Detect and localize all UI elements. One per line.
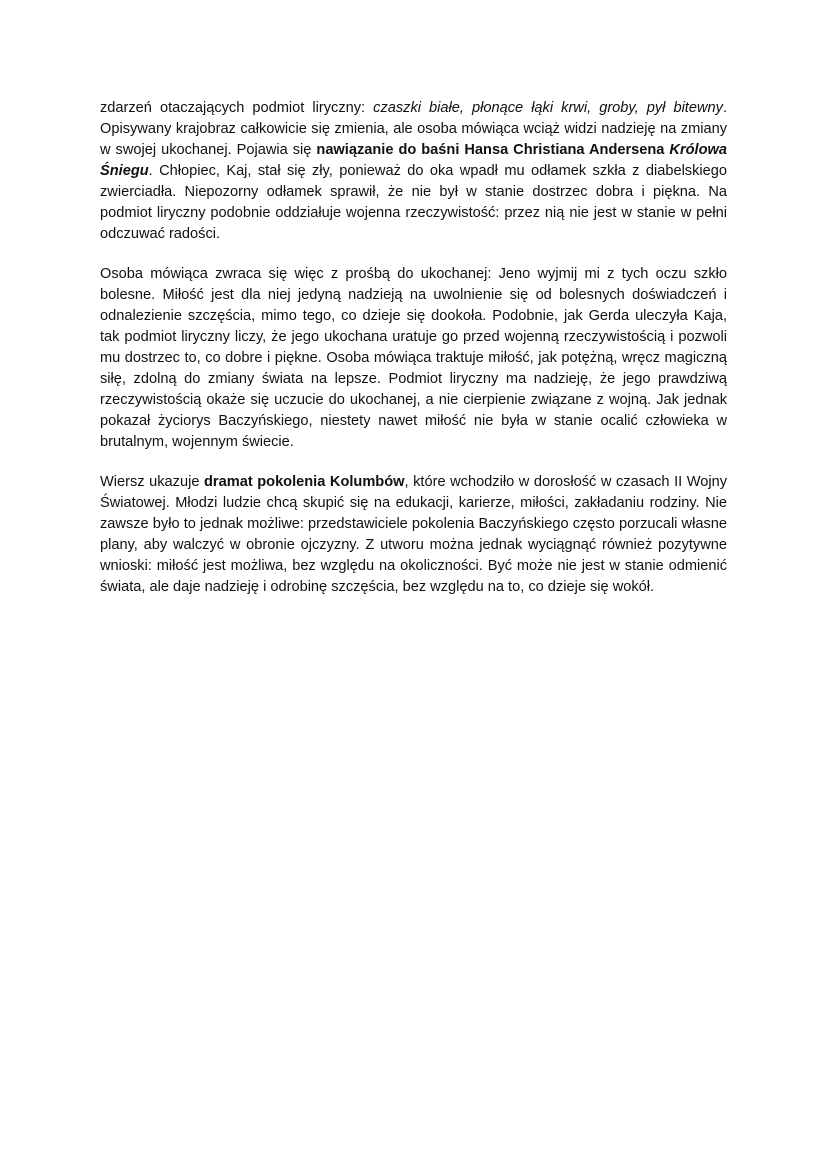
text-segment: , które wchodziło w dorosłość w czasach II Wojny Światowej. Młodzi ludzie chcą skupić się na edukacji, karierze, miłości, zakładaniu rodziny. Nie zawsze było to jednak możliwe: przedstawiciele pokolenia Baczyńskiego często porzucali własne plany, aby walczyć w obronie ojczyzny. Z utworu można jednak wyciągnąć również pozytywne wnioski: miłość jest możliwa, bez względu na okoliczności. Być może nie jest w stanie odmienić świata, ale daje nadzieję i odrobinę szczęścia, bez względu na to, co dzieje się wokół. xyxy=(100,474,728,595)
italic-quote: czaszki białe, płonące łąki krwi, groby, pył bitewny xyxy=(373,100,723,116)
text-segment: Osoba mówiąca zwraca się więc z prośbą do ukochanej: Jeno wyjmij mi z tych oczu szkło bolesne. Miłość jest dla niej jedyną nadzieją na uwolnienie się od bolesnych doświadczeń i odnalezienie szczęścia, mimo tego, co dzieje się dookoła. Podobnie, jak Gerda uleczyła Kaja, tak podmiot liryczny liczy, że jego ukochana uratuje go przed wojenną rzeczywistością i pozwoli mu dostrzec to, co dobre i piękne. Osoba mówiąca traktuje miłość, jak potężną, wręcz magiczną siłę, zdolną do zmiany świata na lepsze. Podmiot liryczny ma nadzieję, że jego prawdziwą rzeczywistością okaże się uczucie do ukochanej, a nie cierpienie związane z wojną. Jak jednak pokazał życiorys Baczyńskiego, niestety nawet miłość nie była w stanie ocalić człowieka w brutalnym, wojennym świecie. xyxy=(100,266,727,450)
paragraph-1 xyxy=(100,98,727,245)
bold-phrase: dramat pokolenia Kolumbów xyxy=(204,474,405,490)
text-segment: Wiersz ukazuje xyxy=(100,474,205,490)
text-segment: . Opisywany krajobraz całkowicie się zmienia, ale osoba mówiąca wciąż widzi nadzieję na zmiany w swojej ukochanej. Pojawia się xyxy=(100,100,727,158)
text-segment: zdarzeń otaczających podmiot liryczny: xyxy=(100,100,374,116)
text-segment: . Chłopiec, Kaj, stał się zły, ponieważ do oka wpadł mu odłamek szkła z diabelskiego zwierciadła. Niepozorny odłamek sprawił, że nie był w stanie dostrzec dobra i piękna. Na podmiot liryczny podobnie oddziałuje wojenna rzeczywistość: przez nią nie jest w stanie w pełni odczuwać radości. xyxy=(100,163,727,242)
paragraph-3 xyxy=(100,472,727,598)
paragraph-2 xyxy=(100,264,727,453)
bold-phrase: nawiązanie do baśni Hansa Christiana Andersena xyxy=(316,142,670,158)
bold-italic-title: Królowa Śniegu xyxy=(100,142,727,179)
document-body xyxy=(100,98,727,617)
